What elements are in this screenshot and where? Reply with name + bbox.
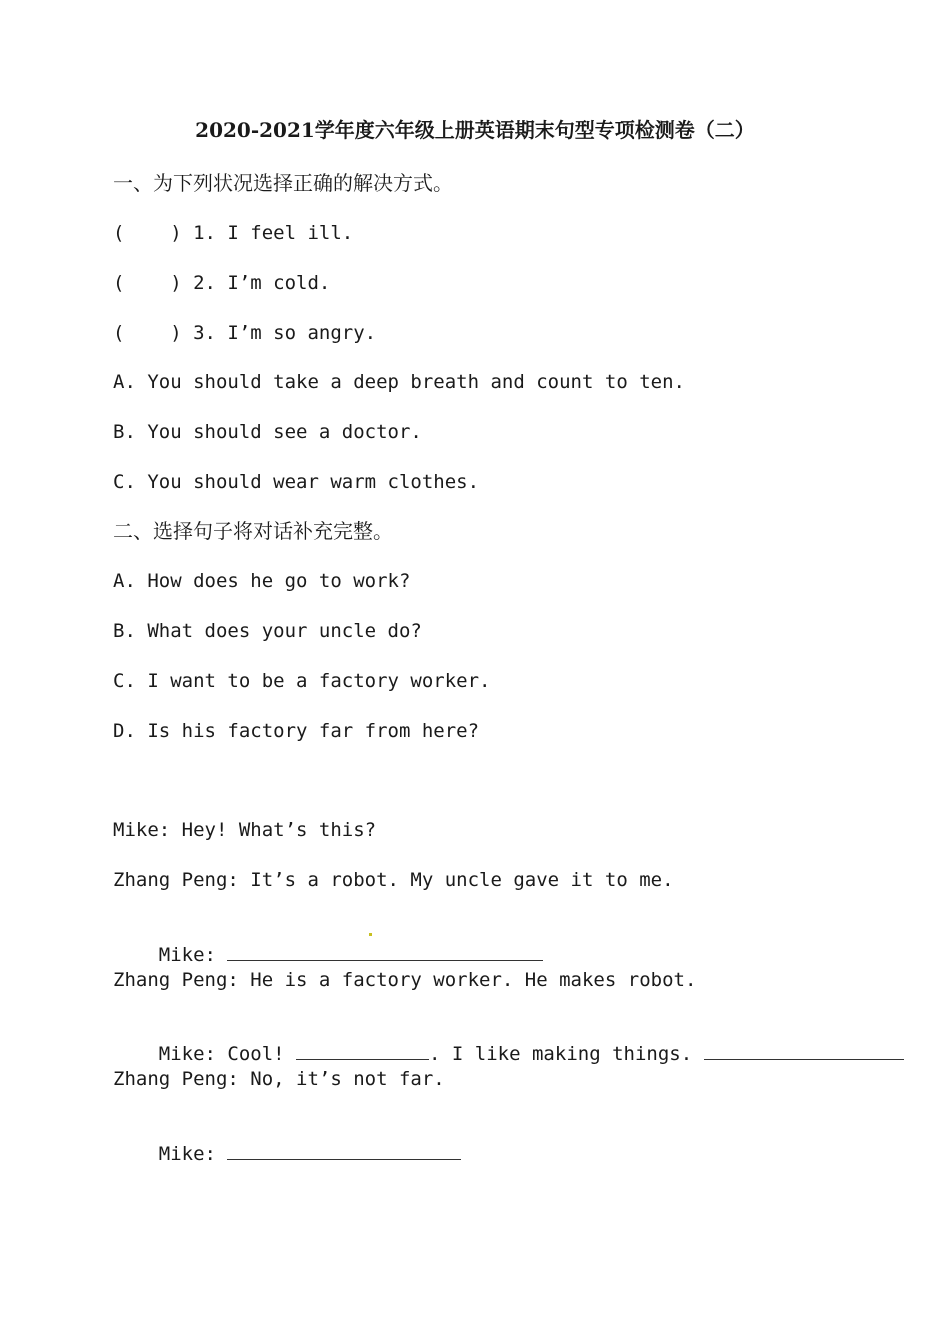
- option-b: B. What does your uncle do?: [113, 620, 422, 642]
- option-b: B. You should see a doctor.: [113, 421, 422, 443]
- question-3: ( ) 3. I’m so angry.: [113, 322, 377, 344]
- dialogue-line-7: [113, 1117, 461, 1190]
- answer-blank[interactable]: [227, 1141, 461, 1160]
- option-d: D. Is his factory far from here?: [113, 720, 480, 742]
- section1-heading: 一、为下列状况选择正确的解决方式。: [113, 171, 453, 195]
- dialogue-line-2: Zhang Peng: It’s a robot. My uncle gave it to me.: [113, 869, 674, 891]
- option-c: C. You should wear warm clothes.: [113, 471, 480, 493]
- answer-blank[interactable]: [227, 942, 543, 961]
- page-title: 2020-2021学年度六年级上册英语期末句型专项检测卷（二）: [195, 118, 755, 142]
- speaker-label: Mike: Cool!: [158, 1043, 297, 1065]
- dialogue-text: . I like making things.: [429, 1043, 704, 1065]
- option-a: A. How does he go to work?: [113, 570, 411, 592]
- question-1: ( ) 1. I feel ill.: [113, 222, 354, 244]
- answer-blank[interactable]: [296, 1041, 429, 1060]
- speaker-label: Mike:: [158, 1143, 228, 1165]
- answer-blank[interactable]: [704, 1041, 904, 1060]
- section2-heading: 二、选择句子将对话补充完整。: [113, 519, 393, 543]
- speaker-label: Mike:: [158, 944, 228, 966]
- option-a: A. You should take a deep breath and count to ten.: [113, 371, 685, 393]
- dialogue-line-4: Zhang Peng: He is a factory worker. He makes robot.: [113, 969, 697, 991]
- question-2: ( ) 2. I’m cold.: [113, 272, 331, 294]
- option-c: C. I want to be a factory worker.: [113, 670, 491, 692]
- dialogue-line-1: Mike: Hey! What’s this?: [113, 819, 377, 841]
- ink-speck: [369, 933, 372, 936]
- dialogue-line-6: Zhang Peng: No, it’s not far.: [113, 1068, 445, 1090]
